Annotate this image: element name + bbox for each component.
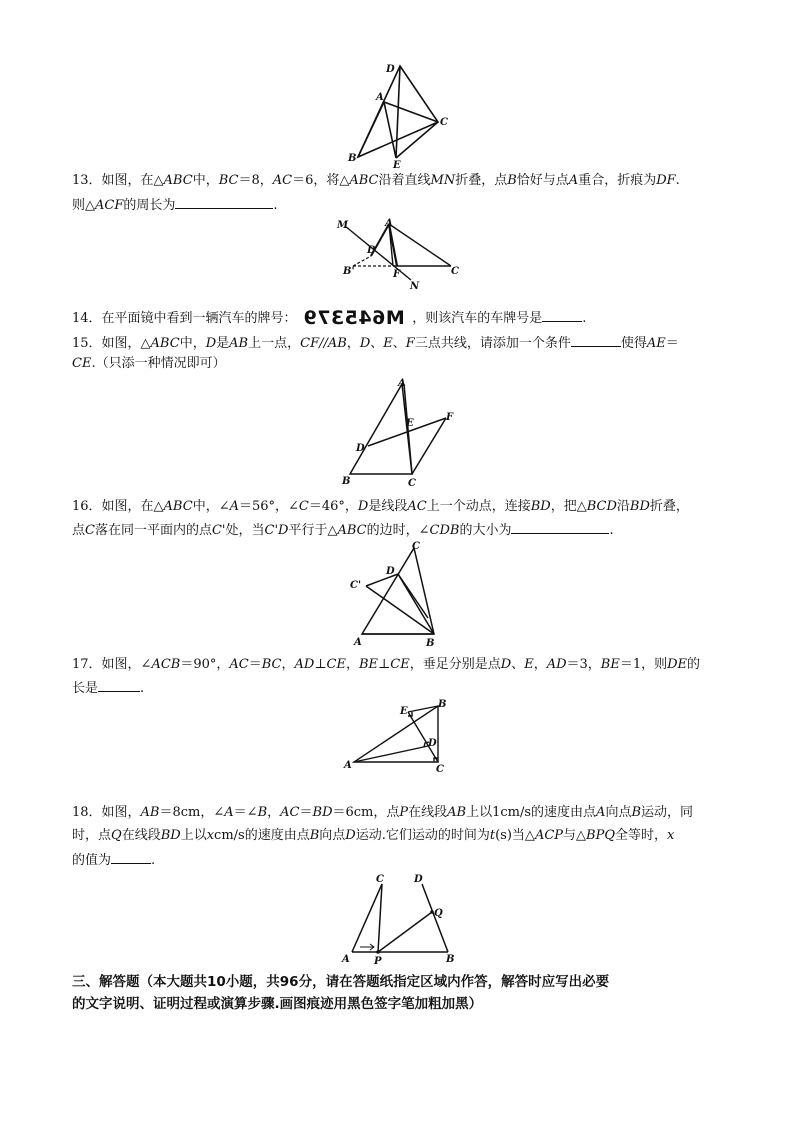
fig18-label-p: P xyxy=(374,956,382,967)
figure-q16 xyxy=(346,540,450,648)
mirrored-license-plate: M645379 xyxy=(302,307,405,329)
section-3-heading-line1: 三、解答题（本大题共10小题，共96分，请在答题纸指定区域内作答，解答时应写出必要 xyxy=(72,974,610,990)
fig16-label-a: A xyxy=(354,637,362,648)
fig13-label-n: N xyxy=(410,281,420,292)
fig17-label-c: C xyxy=(436,764,444,775)
fig17-label-e: E xyxy=(400,706,408,717)
fig13-label-a: A xyxy=(385,218,393,229)
q17-line1: 17．如图，∠ACB＝90°，AC＝BC，AD⊥CE，BE⊥CE，垂足分别是点D、E，AD＝3，BE＝1，则DE的 xyxy=(72,657,701,672)
fig18-label-a: A xyxy=(342,954,350,965)
q13-line1: 13．如图，在△ABC中，BC＝8，AC＝6，将△ABC沿着直线MN折叠，点B恰好与点A重合，折痕为DF. xyxy=(72,173,680,188)
q16-answer-blank[interactable] xyxy=(511,520,609,534)
fig15-label-d: D xyxy=(356,443,365,454)
q17-answer-blank[interactable] xyxy=(98,678,140,692)
fig17-label-d: D xyxy=(428,738,437,749)
fig12-label-d: D xyxy=(386,64,395,75)
figure-q17 xyxy=(342,700,454,776)
q13-answer-blank[interactable] xyxy=(175,195,273,209)
fig17-label-a: A xyxy=(344,760,352,771)
fig18-label-b: B xyxy=(446,954,455,965)
q18-line3: 的值为 . xyxy=(72,850,155,870)
fig15-label-c: C xyxy=(408,478,416,489)
q14-answer-blank[interactable] xyxy=(542,308,582,322)
q18-line1: 18．如图，AB＝8cm，∠A＝∠B，AC＝BD＝6cm，点P在线段AB上以1cm/s的速度由点A向点B运动，同 xyxy=(72,805,694,820)
fig13-label-d: D xyxy=(367,245,376,256)
fig13-label-f: F xyxy=(393,269,401,280)
fig12-label-a: A xyxy=(376,92,384,103)
fig12-label-c: C xyxy=(440,117,448,128)
fig15-label-e: E xyxy=(406,418,414,429)
fig16-label-d: D xyxy=(386,566,395,577)
fig12-label-b: B xyxy=(348,153,357,164)
fig18-label-d: D xyxy=(414,874,423,885)
fig16-label-b: B xyxy=(426,638,435,649)
fig17-label-b: B xyxy=(438,699,447,710)
fig15-label-a: A xyxy=(398,378,406,389)
fig18-label-c: C xyxy=(376,874,384,885)
fig18-label-q: Q xyxy=(434,908,443,919)
figure-q12 xyxy=(340,62,460,170)
q18-line2: 时，点Q在线段BD上以xcm/s的速度由点B向点D运动.它们运动的时间为t(s)当△ACP与△BPQ全等时，x xyxy=(72,828,675,843)
q13-line2: 则△ACF的周长为 . xyxy=(72,195,278,215)
fig13-label-m: M xyxy=(337,220,349,231)
fig15-label-f: F xyxy=(446,412,454,423)
q16-line2: 点C落在同一平面内的点C'处，当C'D平行于△ABC的边时，∠CDB的大小为 . xyxy=(72,520,614,540)
figure-q18 xyxy=(340,870,464,966)
q17-line2: 长是 . xyxy=(72,678,144,698)
section-3-heading-line2: 的文字说明、证明过程或演算步骤.画图痕迹用黑色签字笔加粗加黑） xyxy=(72,996,483,1012)
q15-line1: 15．如图，△ABC中，D是AB上一点，CF//AB，D、E、F三点共线，请添加一个条件 使得AE＝ xyxy=(72,333,679,353)
figure-q15 xyxy=(338,376,462,488)
fig15-label-b: B xyxy=(342,476,351,487)
fig13-label-c: C xyxy=(451,266,459,277)
q16-line1: 16．如图，在△ABC中，∠A＝56°，∠C＝46°，D是线段AC上一个动点，连接BD，把△BCD沿BD折叠， xyxy=(72,499,689,514)
q18-answer-blank[interactable] xyxy=(111,850,151,864)
q15-line2: CE.（只添一种情况即可） xyxy=(72,356,226,371)
fig16-label-c: C xyxy=(412,541,420,552)
q14-line: 14．在平面镜中看到一辆汽车的牌号： M645379 ，则该汽车的车牌号是 . xyxy=(72,307,587,329)
figure-q13 xyxy=(335,218,465,290)
fig16-label-c-prime: C' xyxy=(350,580,362,591)
fig13-label-b: B' xyxy=(343,266,355,277)
fig12-label-e: E xyxy=(393,160,401,171)
q15-answer-blank[interactable] xyxy=(571,333,621,347)
